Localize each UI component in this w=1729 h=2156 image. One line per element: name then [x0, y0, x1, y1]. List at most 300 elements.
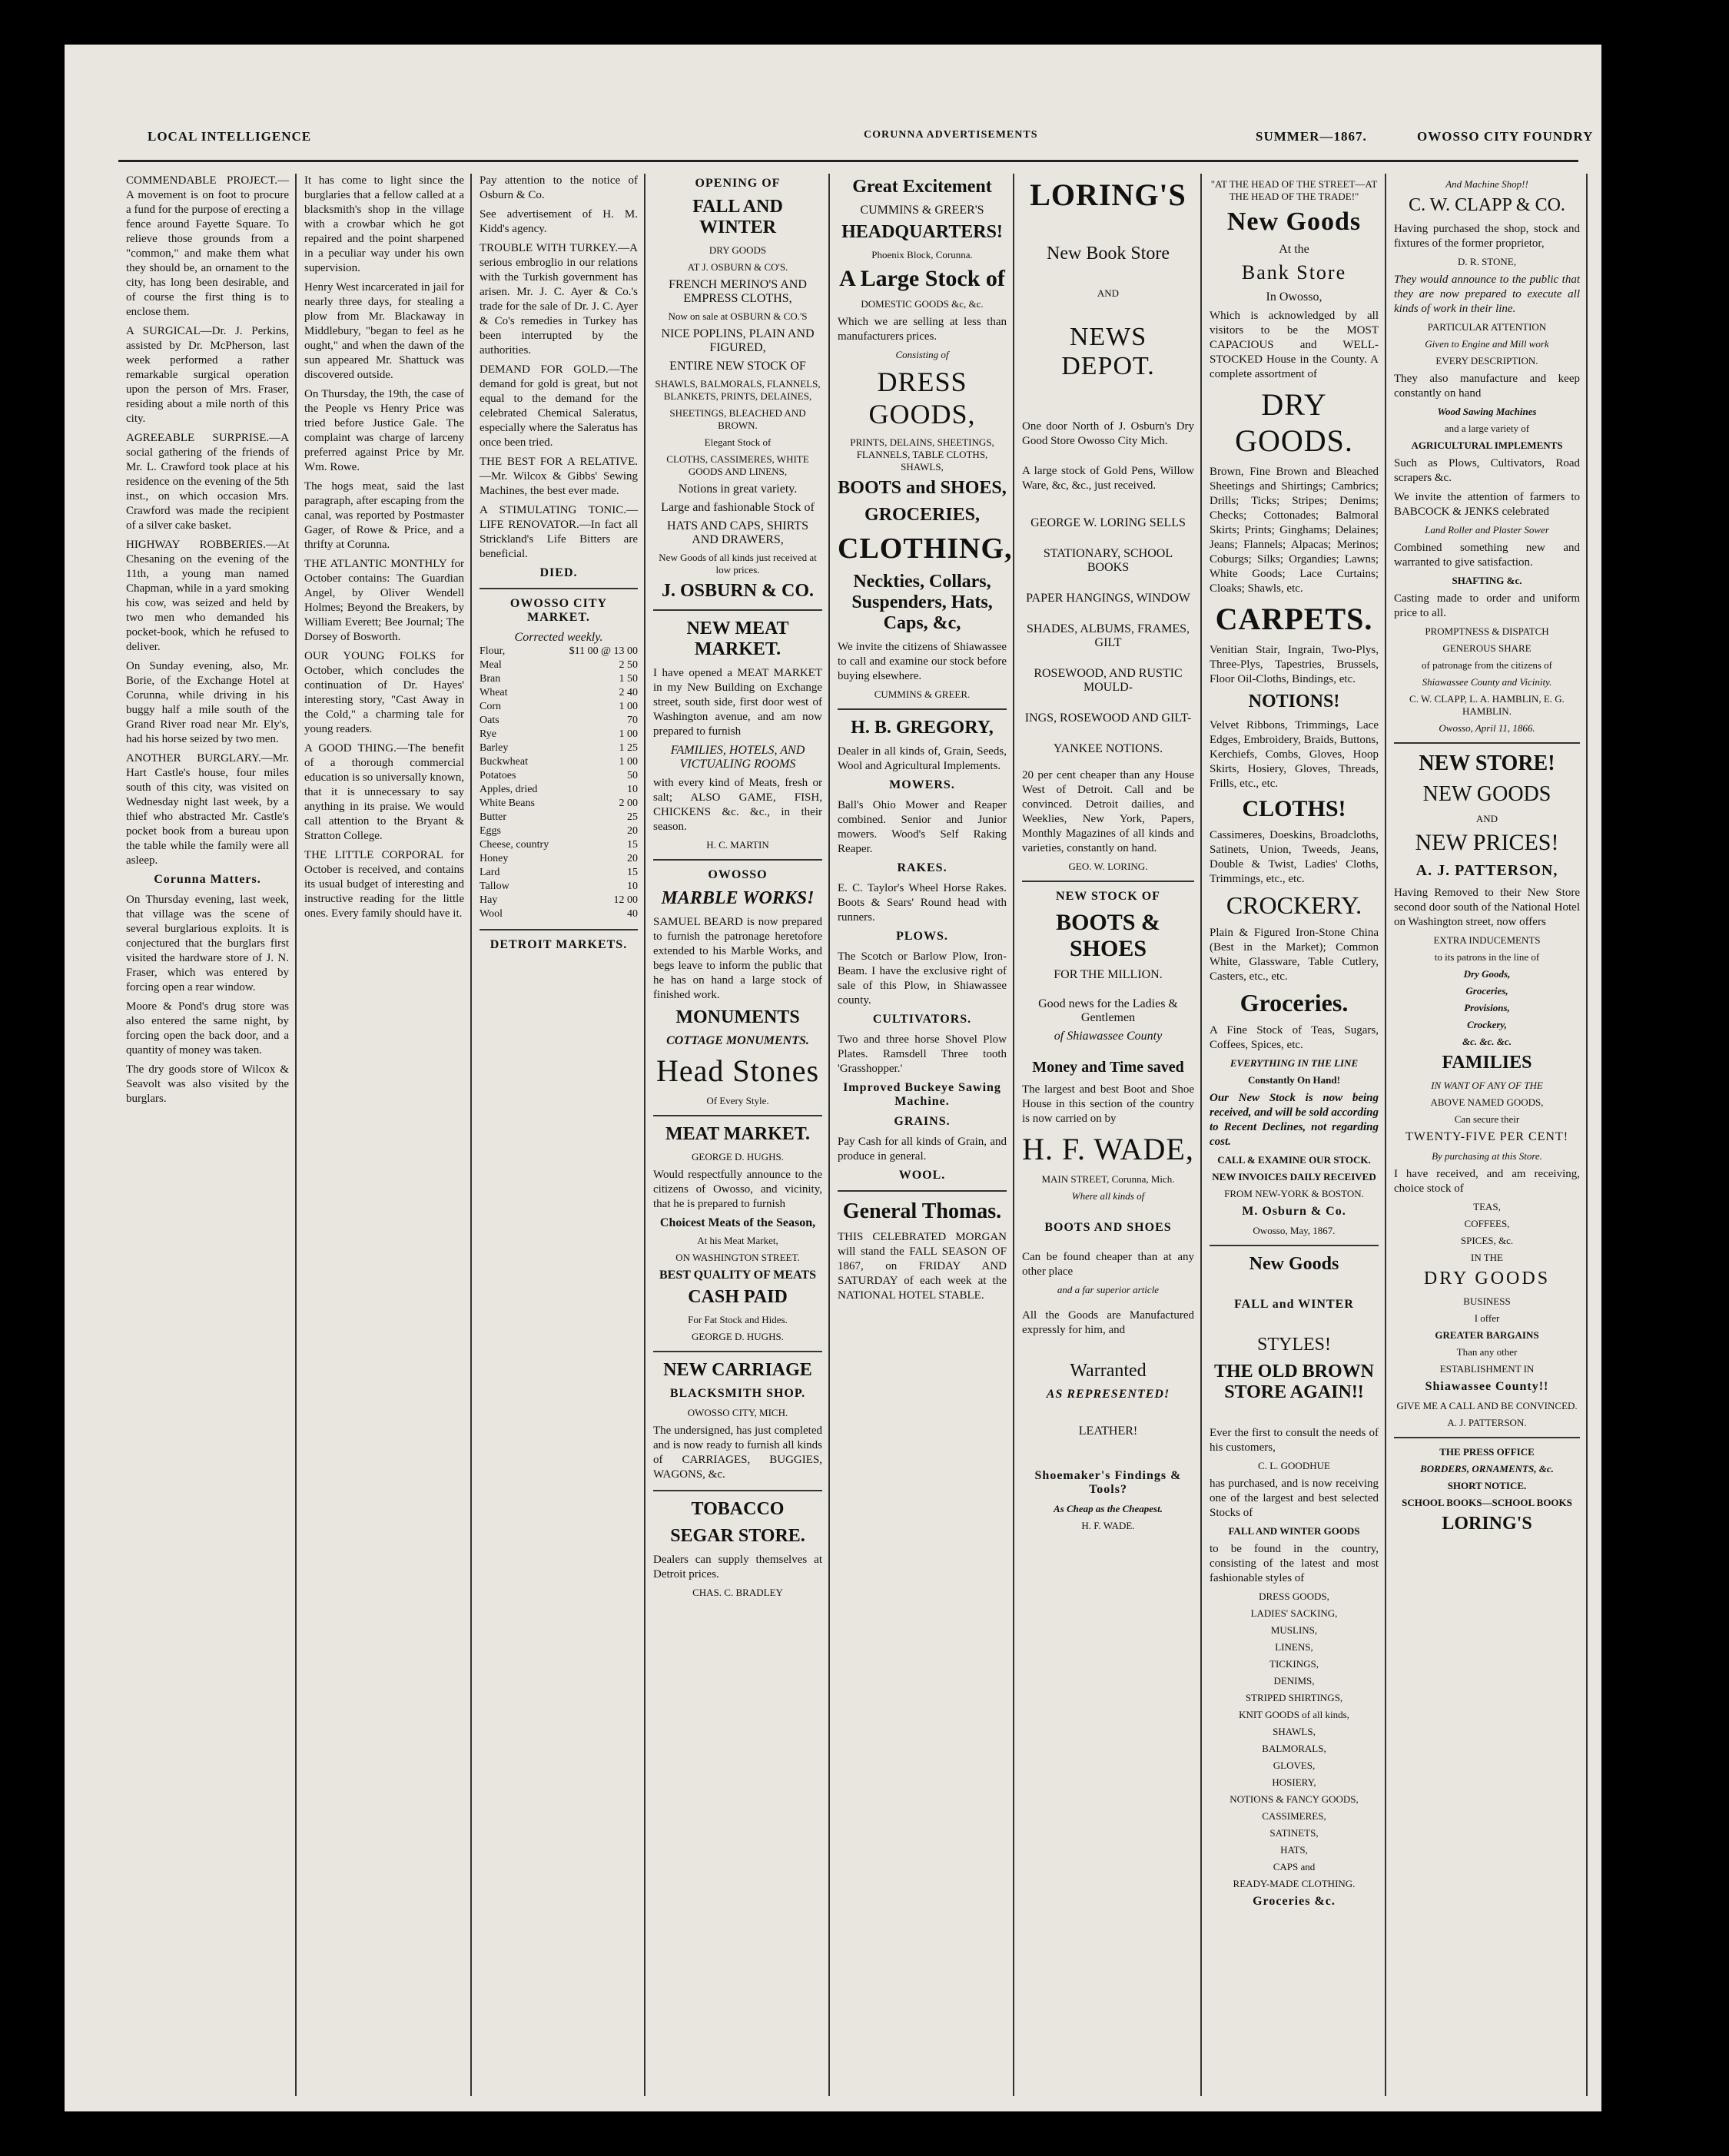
market-price-row	[480, 866, 638, 880]
ad-line: INGS, ROSEWOOD AND GILT-	[1024, 711, 1192, 725]
ad-heading: NEW PRICES!	[1415, 830, 1559, 855]
article: On Sunday evening, also, Mr. Borie, of the Exchange Hotel at Corunna, while driving in his buggy half a mile south of the Grand River road near Mr. Ely's, had his horse seized by two men.	[126, 660, 289, 745]
ad-line: AND	[1475, 813, 1498, 824]
market-item-price: 25	[627, 811, 638, 823]
article: A STIMULATING TONIC.—LIFE RENOVATOR.—In fact all Strickland's Life Bitters are beneficial.	[480, 504, 638, 560]
ad-signature: GEORGE D. HUGHS.	[692, 1331, 784, 1342]
ad-line: Owosso, May, 1867.	[1253, 1225, 1336, 1236]
ad-signature: CHAS. C. BRADLEY	[692, 1587, 783, 1598]
ad-heading: BOOTS & SHOES	[1056, 910, 1160, 961]
ad-line: ENTIRE NEW STOCK OF	[669, 360, 806, 373]
market-item-price: 2 50	[619, 659, 638, 671]
ad-heading: Great Excitement	[852, 177, 992, 197]
ad-line: ESTABLISHMENT IN	[1439, 1363, 1535, 1375]
ad-text: Dealer in all kinds of, Grain, Seeds, Wool and Agricultural Implements.	[838, 745, 1007, 772]
ad-text: One door North of J. Osburn's Dry Good Store Owosso City Mich.	[1022, 420, 1194, 447]
ad-line: Notions in great variety.	[678, 483, 798, 496]
ad-line: and a far superior article	[1057, 1284, 1160, 1295]
market-price-row	[480, 811, 638, 824]
column-news-3	[472, 174, 645, 2096]
divider	[653, 1490, 822, 1491]
column-news-2	[297, 174, 472, 2096]
ad-line: FROM NEW-YORK & BOSTON.	[1224, 1188, 1364, 1199]
ad-text: Cassimeres, Doeskins, Broadcloths, Satinets, Union, Tweeds, Jeans, Double & Twist, Ladies' Cloths, Trimmings, etc., etc.	[1210, 829, 1379, 885]
ad-line: HOSIERY,	[1272, 1776, 1316, 1788]
market-heading: OWOSSO CITY MARKET.	[509, 597, 608, 624]
ad-line: Owosso, April 11, 1866.	[1439, 722, 1535, 734]
ad-line: &c. &c. &c.	[1462, 1036, 1512, 1047]
ad-signature: J. OSBURN & CO.	[661, 581, 814, 601]
ad-line: Land Roller and Plaster Sower	[1425, 524, 1549, 536]
ad-line: OPENING OF	[695, 177, 781, 190]
ad-line: Good news for the Ladies & Gentlemen	[1038, 997, 1178, 1024]
ad-line: GENEROUS SHARE	[1442, 642, 1532, 654]
ad-line: As Cheap as the Cheapest.	[1054, 1503, 1163, 1514]
ad-text: I have received, and am receiving, choice stock of	[1394, 1168, 1580, 1195]
article: Pay attention to the notice of Osburn & Co.	[480, 174, 638, 201]
ad-line: MUSLINS,	[1270, 1624, 1318, 1636]
column-local-news	[118, 174, 297, 2096]
divider	[838, 708, 1007, 710]
ad-line: PROMPTNESS & DISPATCH	[1425, 625, 1549, 637]
article: Henry West incarcerated in jail for nearly three days, for stealing a plow from Mr. Blackaway in Middlebury, "began to feel as he ought," and when the dawn of the sun appeared Mr. Shattuck was discovered outside.	[304, 281, 464, 381]
ad-line: TEAS,	[1473, 1201, 1501, 1212]
ad-line: Crockery,	[1467, 1019, 1507, 1030]
ad-line: GIVE ME A CALL AND BE CONVINCED.	[1396, 1400, 1578, 1411]
market-item-price: 15	[627, 867, 638, 878]
ad-line: GREATER BARGAINS	[1435, 1329, 1539, 1341]
ad-line: NOTIONS & FANCY GOODS,	[1230, 1793, 1359, 1805]
ad-heading: CLOTHS!	[1242, 796, 1346, 821]
article: A GOOD THING.—The benefit of a thorough commercial education is so universally known, that it is unnecessary to say anything in its praise. We would call attention to the Bryant & Stratton College.	[304, 742, 464, 842]
ad-line: Provisions,	[1464, 1002, 1510, 1013]
ad-line: Where all kinds of	[1071, 1190, 1145, 1202]
ad-text: We invite the attention of farmers to BABCOCK & JENKS celebrated	[1394, 491, 1580, 518]
ad-line: At his Meat Market,	[697, 1235, 778, 1246]
divider	[1022, 881, 1194, 882]
market-item-name: Cheese, country	[480, 839, 549, 851]
market-item-name: Eggs	[480, 825, 501, 837]
ad-text: Brown, Fine Brown and Bleached Sheetings and Shirtings; Cambrics; Drills; Ticks; Stripes; Denims; Checks; Cottonades; Balmoral Skirts; Prints; Ginghams; Delaines; Jeans; Flannels; Alpacas; Merinos; Coburgs; Silks; Organdies; Lawns; White Goods; Lace Curtains; Cloaks; Shawls, etc.	[1210, 466, 1379, 595]
ad-line: YANKEE NOTIONS.	[1053, 742, 1163, 755]
ad-line: AT J. OSBURN & CO'S.	[687, 261, 788, 273]
ad-heading: DRY GOODS.	[1235, 387, 1353, 458]
ad-heading: Groceries &c.	[1253, 1895, 1336, 1908]
ad-line: SHORT NOTICE.	[1447, 1480, 1527, 1491]
ad-text: We invite the citizens of Shiawassee to call and examine our stock before buying elsewhere.	[838, 641, 1007, 682]
local-intelligence-header: LOCAL INTELLIGENCE	[148, 129, 312, 144]
ad-line: AND	[1097, 287, 1120, 299]
ad-heading: CROCKERY.	[1226, 891, 1362, 919]
ad-text: Such as Plows, Cultivators, Road scrapers &c.	[1394, 457, 1580, 484]
ad-line: GLOVES,	[1273, 1760, 1316, 1771]
ad-heading: RAKES.	[897, 861, 947, 874]
ad-heading: FALL AND WINTER	[692, 197, 783, 237]
ad-line: CAPS and	[1273, 1861, 1316, 1872]
ad-line: BUSINESS	[1463, 1295, 1511, 1307]
ad-line: DRESS GOODS,	[1259, 1590, 1329, 1602]
ad-line: EXTRA INDUCEMENTS	[1433, 934, 1541, 946]
ad-line: CUMMINS & GREER'S	[860, 204, 984, 217]
market-item-name: Bran	[480, 673, 501, 685]
ad-line: HATS AND CAPS, SHIRTS AND DRAWERS,	[667, 519, 808, 546]
ad-line: SPICES, &c.	[1460, 1235, 1514, 1246]
ad-heading: C. W. CLAPP & CO.	[1409, 195, 1565, 215]
ad-line: SCHOOL BOOKS—SCHOOL BOOKS	[1402, 1497, 1572, 1508]
column-ads-bank-store	[1202, 174, 1386, 2096]
ad-line: AGRICULTURAL IMPLEMENTS	[1411, 439, 1563, 451]
market-price-row	[480, 645, 638, 658]
ad-heading: Shoemaker's Findings & Tools?	[1034, 1469, 1182, 1496]
ad-heading: MONUMENTS	[675, 1007, 800, 1027]
ad-heading: NEW CARRIAGE	[663, 1360, 812, 1380]
ad-line: STRIPED SHIRTINGS,	[1245, 1692, 1343, 1703]
ad-text: They would announce to the public that they are now prepared to execute all kinds of work in their line.	[1394, 274, 1580, 315]
market-price-row	[480, 852, 638, 866]
ad-heading: GROCERIES,	[864, 505, 981, 525]
column-ads-osburn	[645, 174, 830, 2096]
market-item-name: Barley	[480, 742, 509, 754]
article: The dry goods store of Wilcox & Seavolt was also visited by the burglars.	[126, 1063, 289, 1105]
ad-text: has purchased, and is now receiving one of the largest and best selected Stocks of	[1210, 1478, 1379, 1519]
ad-line: Elegant Stock of	[704, 436, 772, 448]
ad-heading: A. J. PATTERSON,	[1415, 862, 1558, 879]
market-item-price: 20	[627, 825, 638, 837]
ad-heading: NEW MEAT MARKET.	[686, 619, 789, 659]
ad-text: SAMUEL BEARD is now prepared to furnish the patronage heretofore extended to his Marble Works, and begs leave to inform the public that he has on hand a large stock of finished work.	[653, 916, 822, 1001]
market-item-name: Wool	[480, 908, 503, 920]
ad-text: Which is acknowledged by all visitors to be the MOST CAPACIOUS and WELL-STOCKED House in the County. A complete assortment of	[1210, 310, 1379, 380]
ad-line: ON WASHINGTON STREET.	[675, 1252, 800, 1263]
ad-line: BALMORALS,	[1262, 1743, 1326, 1754]
ad-text: The Scotch or Barlow Plow, Iron-Beam. I have the exclusive right of sale of this Plow, in Shiawassee county.	[838, 950, 1007, 1007]
ad-heading: New Book Store	[1047, 244, 1170, 264]
ad-text: Having purchased the shop, stock and fixtures of the former proprietor,	[1394, 223, 1580, 250]
ad-line: COTTAGE MONUMENTS.	[666, 1034, 809, 1047]
ad-line: CLOTHS, CASSIMERES, WHITE GOODS AND LINENS,	[666, 453, 809, 477]
article: HIGHWAY ROBBERIES.—At Chesaning on the evening of the 11th, a young man named Chapman, while in a yard smoking his cow, was seized and held by two men who demanded his pocket-book, which he refused to deliver.	[126, 539, 289, 653]
ad-heading: TOBACCO	[691, 1499, 785, 1519]
ad-text: The largest and best Boot and Shoe House in this section of the country is now carried on by	[1022, 1083, 1194, 1125]
market-price-row	[480, 907, 638, 921]
ad-text: 20 per cent cheaper than any House West of Detroit. Call and be convinced. Detroit dailies, and Weeklies, New York, Papers, Monthly Magazines of all kinds and varieties, constantly on hand.	[1022, 769, 1194, 854]
market-item-price: 70	[627, 715, 638, 726]
ad-line: of patronage from the citizens of	[1421, 659, 1552, 671]
market-item-price: 50	[627, 770, 638, 781]
ad-line: EVERY DESCRIPTION.	[1435, 355, 1538, 367]
ad-line: Than any other	[1456, 1346, 1518, 1358]
market-item-price: 1 00	[619, 701, 638, 712]
ad-text: Plain & Figured Iron-Stone China (Best in the Market); Common White, Glassware, Table Cutlery, Casters, etc., etc.	[1210, 927, 1379, 983]
ad-line: IN THE	[1470, 1252, 1503, 1263]
market-item-price: 10	[627, 881, 638, 892]
article: THE ATLANTIC MONTHLY for October contains: The Guardian Angel, by Oliver Wendell Holmes; Beyond the Breakers, by William Everett; Bee Journal; The Dorsey of Bosworth.	[304, 558, 464, 643]
market-item-price: 1 00	[619, 728, 638, 740]
ad-line: Constantly On Hand!	[1248, 1074, 1340, 1086]
market-price-row	[480, 714, 638, 728]
ad-heading: CULTIVATORS.	[872, 1013, 972, 1026]
ad-line: PAPER HANGINGS, WINDOW	[1026, 592, 1190, 605]
column-ads-foundry	[1386, 174, 1588, 2096]
market-item-name: Lard	[480, 867, 500, 878]
ad-heading: MEAT MARKET.	[665, 1124, 810, 1144]
ad-heading: Groceries.	[1240, 989, 1349, 1017]
ad-heading: BOOTS AND SHOES	[1044, 1221, 1172, 1234]
ad-text: Pay Cash for all kinds of Grain, and produce in general.	[838, 1136, 1007, 1163]
ad-heading: FALL and WINTER	[1234, 1298, 1354, 1311]
ad-line: TICKINGS,	[1269, 1658, 1319, 1670]
article: Moore & Pond's drug store was also entered the same night, by forcing open the back door, and a quantity of money was taken.	[126, 1000, 289, 1056]
divider	[1210, 1245, 1379, 1246]
ad-line: Given to Engine and Mill work	[1425, 338, 1549, 350]
ad-signature: C. L. GOODHUE	[1258, 1460, 1330, 1471]
article: A SURGICAL—Dr. J. Perkins, assisted by Dr. McPherson, last week performed a rather remarkable surgical operation upon the person of Mrs. Fraser, residing about a mile north of this city.	[126, 325, 289, 425]
ad-line: Can secure their	[1454, 1113, 1520, 1125]
article: OUR YOUNG FOLKS for October, which concludes the continuation of Dr. Hayes' interesting story, "Cast Away in the Cold," a charming tale for young readers.	[304, 650, 464, 735]
market-item-price: 2 40	[619, 687, 638, 698]
ad-text: THIS CELEBRATED MORGAN will stand the FALL SEASON OF 1867, on FRIDAY AND SATURDAY of each week at the NATIONAL HOTEL STABLE.	[838, 1231, 1007, 1302]
ad-line: Now on sale at OSBURN & CO.'S	[668, 310, 808, 322]
market-price-row	[480, 658, 638, 672]
ad-line: "AT THE HEAD OF THE STREET—AT THE HEAD OF THE TRADE!"	[1210, 178, 1378, 202]
market-item-price: 20	[627, 853, 638, 864]
ad-heading: New Goods	[1249, 1254, 1339, 1274]
article: THE LITTLE CORPORAL for October is received, and contains its usual budget of interesting and instructive reading for the little ones. Every family should have it.	[304, 849, 464, 920]
ad-line: SHAFTING &c.	[1452, 575, 1522, 586]
ad-line: COFFEES,	[1464, 1218, 1510, 1229]
ad-heading: Warranted	[1070, 1361, 1147, 1381]
ad-heading: Money and Time saved	[1032, 1059, 1184, 1076]
ad-line: of Shiawassee County	[1054, 1030, 1163, 1043]
market-item-price: 12 00	[613, 894, 638, 906]
ad-line: EVERYTHING IN THE LINE	[1230, 1057, 1359, 1069]
foundry-header: OWOSSO CITY FOUNDRY	[1417, 129, 1594, 144]
ad-line: FALL AND WINTER GOODS	[1228, 1525, 1360, 1537]
article: See advertisement of H. M. Kidd's agency.	[480, 208, 638, 235]
ad-heading: Bank Store	[1241, 261, 1347, 284]
ad-heading: FAMILIES	[1442, 1053, 1532, 1073]
ad-text: Ever the first to consult the needs of his customers,	[1210, 1427, 1379, 1454]
ad-text: A large stock of Gold Pens, Willow Ware, &c, &c., just received.	[1022, 465, 1194, 492]
market-item-name: Buckwheat	[480, 756, 528, 768]
ad-text: with every kind of Meats, fresh or salt; ALSO GAME, FISH, CHICKENS &c. &c., in their season.	[653, 777, 822, 833]
ad-heading: STYLES!	[1257, 1335, 1331, 1355]
divider	[480, 929, 638, 930]
ad-line: BORDERS, ORNAMENTS, &c.	[1420, 1463, 1554, 1474]
ad-text: Venitian Stair, Ingrain, Two-Plys, Three-Plys, Tapestries, Brussels, Floor Oil-Cloths, Bindings, etc.	[1210, 644, 1379, 685]
ad-line: Of Every Style.	[706, 1095, 769, 1106]
ad-heading: Improved Buckeye Sawing Machine.	[843, 1081, 1001, 1108]
ad-signature: H. F. WADE.	[1081, 1520, 1135, 1531]
ad-signature: CUMMINS & GREER.	[874, 688, 971, 700]
column-ads-loring	[1014, 174, 1202, 2096]
corunna-ads-header: CORUNNA ADVERTISEMENTS	[864, 129, 1038, 141]
ad-heading: AS REPRESENTED!	[1046, 1388, 1170, 1401]
ad-line: OWOSSO CITY, MICH.	[687, 1407, 788, 1418]
ad-heading: Shiawassee County!!	[1425, 1380, 1549, 1393]
ad-line: IN WANT OF ANY OF THE	[1431, 1080, 1543, 1091]
article: On Thursday evening, last week, that village was the scene of several burglarious exploits. It is conjectured that the burglars first visited the hardware store of J. N. Fraser, which was entered by forcing open a rear window.	[126, 894, 289, 993]
article: COMMENDABLE PROJECT.—A movement is on foot to procure a fund for the purpose of erecting a fence around Fayette Square. To relieve those grounds from a "common," and make them what they should be, an ornament to the city, has long been desirable, and of course the first thing is to enclose them.	[126, 174, 289, 318]
ad-heading: NEWS DEPOT.	[1061, 323, 1155, 380]
article: TROUBLE WITH TURKEY.—A serious embroglio in our relations with the Turkish government has arisen. Mr. J. C. Ayer & Co.'s trade for the sale of Dr. J. C. Ayer & Co's remedies in Turkey has been interrupted by the authorities.	[480, 242, 638, 357]
ad-heading: WOOL.	[898, 1169, 946, 1182]
ad-text: I have opened a MEAT MARKET in my New Building on Exchange street, south side, first door west of Washington avenue, and am now prepared to furnish	[653, 667, 822, 738]
ad-line: By purchasing at this Store.	[1432, 1150, 1542, 1162]
ad-line: NEW INVOICES DAILY RECEIVED	[1212, 1171, 1376, 1182]
ad-line: FAMILIES, HOTELS, AND VICTUALING ROOMS	[670, 744, 805, 771]
ad-text: Combined something new and warranted to give satisfaction.	[1394, 542, 1580, 569]
ad-line: to its patrons in the line of	[1434, 951, 1540, 963]
ad-line: READY-MADE CLOTHING.	[1233, 1878, 1356, 1889]
ad-line: SHAWLS, BALMORALS, FLANNELS, BLANKETS, PRINTS, DELAINES,	[655, 378, 821, 402]
market-item-price: 15	[627, 839, 638, 851]
ad-line: ROSEWOOD, AND RUSTIC MOULD-	[1034, 667, 1183, 694]
ad-line: SATINETS,	[1269, 1827, 1319, 1839]
ad-heading: CASH PAID	[688, 1287, 788, 1307]
ad-heading: NEW STOCK OF	[1056, 890, 1160, 903]
ad-heading: NOTIONS!	[1248, 692, 1340, 711]
ad-heading: H. B. GREGORY,	[851, 718, 994, 738]
ad-heading: GRAINS.	[894, 1115, 951, 1128]
market-price-row	[480, 880, 638, 894]
ad-text: A Fine Stock of Teas, Sugars, Coffees, Spices, etc.	[1210, 1024, 1379, 1051]
ad-line: Large and fashionable Stock of	[661, 501, 815, 514]
ad-line: PRINTS, DELAINS, SHEETINGS, FLANNELS, TABLE CLOTHS, SHAWLS,	[850, 436, 994, 473]
ad-signature: C. W. CLAPP, L. A. HAMBLIN, E. G. HAMBLIN.	[1409, 693, 1565, 717]
ad-line: Dry Goods,	[1463, 968, 1511, 980]
market-subheading: Corrected weekly.	[514, 631, 603, 644]
ad-line: Shiawassee County and Vicinity.	[1422, 676, 1552, 688]
section-heading: Corunna Matters.	[154, 873, 261, 886]
ad-line: Consisting of	[895, 349, 949, 360]
ad-line: GEORGE D. HUGHS.	[692, 1151, 784, 1163]
market-item-name: Tallow	[480, 881, 509, 892]
market-price-row	[480, 728, 638, 741]
market-item-price: 10	[627, 784, 638, 795]
ad-heading: DRESS GOODS,	[868, 367, 976, 430]
market-item-name: Potatoes	[480, 770, 516, 781]
ad-line: Phoenix Block, Corunna.	[871, 249, 973, 260]
market-item-name: Rye	[480, 728, 496, 740]
market-item-price: 1 25	[619, 742, 638, 754]
ad-heading: MOWERS.	[889, 778, 955, 791]
ad-line: DENIMS,	[1273, 1675, 1315, 1687]
ad-heading: SEGAR STORE.	[670, 1526, 805, 1546]
ad-line: HATS,	[1280, 1844, 1308, 1856]
market-price-row	[480, 894, 638, 907]
ad-heading: HEADQUARTERS!	[841, 222, 1003, 242]
ad-signature: A. J. PATTERSON.	[1447, 1417, 1527, 1428]
ad-line: I offer	[1474, 1312, 1500, 1324]
ad-text: Ball's Ohio Mower and Reaper combined. Senior and Junior mowers. Wood's Self Raking Reaper.	[838, 799, 1007, 855]
divider	[838, 1190, 1007, 1192]
ad-text: Can be found cheaper than at any other place	[1022, 1251, 1194, 1278]
ad-line: For Fat Stock and Hides.	[688, 1314, 788, 1325]
ad-line: STATIONARY, SCHOOL BOOKS	[1043, 547, 1173, 574]
ad-heading: NEW GOODS	[1422, 782, 1551, 806]
ad-line: THE PRESS OFFICE	[1439, 1446, 1535, 1458]
ad-heading: LORING'S	[1442, 1514, 1532, 1534]
ad-text: to be found in the country, consisting of the latest and most fashionable styles of	[1210, 1543, 1379, 1584]
ad-line: LEATHER!	[1078, 1425, 1138, 1438]
ad-line: At the	[1279, 243, 1309, 256]
article: On Thursday, the 19th, the case of the People vs Henry Price was tried before Justice Gale. The complaint was charge of larceny preferred against Price by Mr. Wm. Rowe.	[304, 388, 464, 473]
market-item-name: Corn	[480, 701, 501, 712]
article: THE BEST FOR A RELATIVE.—Mr. Wilcox & Gibbs' Sewing Machines, the best ever made.	[480, 456, 638, 497]
ad-heading: PLOWS.	[896, 930, 948, 943]
summer-header: SUMMER—1867.	[1256, 129, 1367, 144]
ad-line: FRENCH MERINO'S AND EMPRESS CLOTHS,	[669, 278, 807, 305]
ad-line: LADIES' SACKING,	[1250, 1607, 1338, 1619]
ad-heading: TWENTY-FIVE PER CENT!	[1405, 1130, 1569, 1143]
divider	[653, 1351, 822, 1352]
market-item-price: 1 00	[619, 756, 638, 768]
ad-line: Groceries,	[1465, 985, 1508, 997]
market-price-row	[480, 797, 638, 811]
market-price-row	[480, 838, 638, 852]
ad-text: Two and three horse Shovel Plow Plates. Ramsdell Three tooth 'Grasshopper.'	[838, 1033, 1007, 1075]
ad-text: They also manufacture and keep constantly on hand	[1394, 373, 1580, 400]
article: The hogs meat, said the last paragraph, after escaping from the canal, was reported by Postmaster Gager, of Rowe & Price, and a thrifty at Corunna.	[304, 480, 464, 551]
ad-text: Having Removed to their New Store second door south of the National Hotel on Washington street, now offers	[1394, 887, 1580, 928]
ad-line: GEORGE W. LORING SELLS	[1030, 516, 1186, 529]
market-item-price: $11 00 @ 13 00	[569, 645, 638, 657]
column-ads-cummins	[830, 174, 1014, 2096]
ad-heading: BLACKSMITH SHOP.	[669, 1387, 806, 1400]
market-item-name: Butter	[480, 811, 506, 823]
divider	[653, 1115, 822, 1116]
ad-line: MAIN STREET, Corunna, Mich.	[1041, 1173, 1175, 1185]
ad-text: Casting made to order and uniform price to all.	[1394, 592, 1580, 619]
ad-heading: BOOTS and SHOES,	[838, 478, 1007, 498]
divider	[480, 588, 638, 589]
market-price-list	[480, 645, 638, 921]
ad-signature: M. Osburn & Co.	[1242, 1205, 1346, 1218]
ad-line: DRY GOODS	[709, 244, 767, 256]
market-item-price: 2 00	[619, 798, 638, 809]
divider	[1394, 1437, 1580, 1438]
ad-heading: Neckties, Collars, Suspenders, Hats, Caps, &c,	[851, 572, 993, 633]
ad-line: New Goods of all kinds just received at low prices.	[659, 552, 817, 575]
ad-text: All the Goods are Manufactured expressly for him, and	[1022, 1309, 1194, 1336]
died-heading: DIED.	[539, 566, 578, 579]
ad-line: LINENS,	[1275, 1641, 1313, 1653]
ad-heading: CARPETS.	[1215, 602, 1373, 636]
newspaper-page	[65, 45, 1601, 2111]
ad-heading: Head Stones	[655, 1053, 820, 1088]
ad-heading: LORING'S	[1030, 177, 1186, 212]
ad-line: In Owosso,	[1266, 290, 1322, 303]
ad-line: SHEETINGS, BLEACHED AND BROWN.	[669, 407, 806, 431]
market-item-name: White Beans	[480, 798, 535, 809]
ad-signature: H. C. MARTIN	[706, 839, 769, 851]
top-rule	[118, 160, 1578, 162]
ad-line: PARTICULAR ATTENTION	[1427, 321, 1547, 333]
ad-line: SHADES, ALBUMS, FRAMES, GILT	[1026, 622, 1190, 649]
ad-line: DOMESTIC GOODS &c, &c.	[861, 298, 984, 310]
ad-heading: DRY GOODS	[1423, 1269, 1551, 1289]
market-item-name: Apples, dried	[480, 784, 538, 795]
ad-line: Wood Sawing Machines	[1437, 406, 1537, 417]
market-price-row	[480, 755, 638, 769]
market-price-row	[480, 741, 638, 755]
market-item-name: Hay	[480, 894, 498, 906]
ad-heading: MARBLE WORKS!	[661, 888, 815, 908]
market-item-name: Meal	[480, 659, 502, 671]
divider	[653, 859, 822, 861]
ad-text: The undersigned, has just completed and is now ready to furnish all kinds of CARRIAGES, BUGGIES, WAGONS, &c.	[653, 1425, 822, 1481]
